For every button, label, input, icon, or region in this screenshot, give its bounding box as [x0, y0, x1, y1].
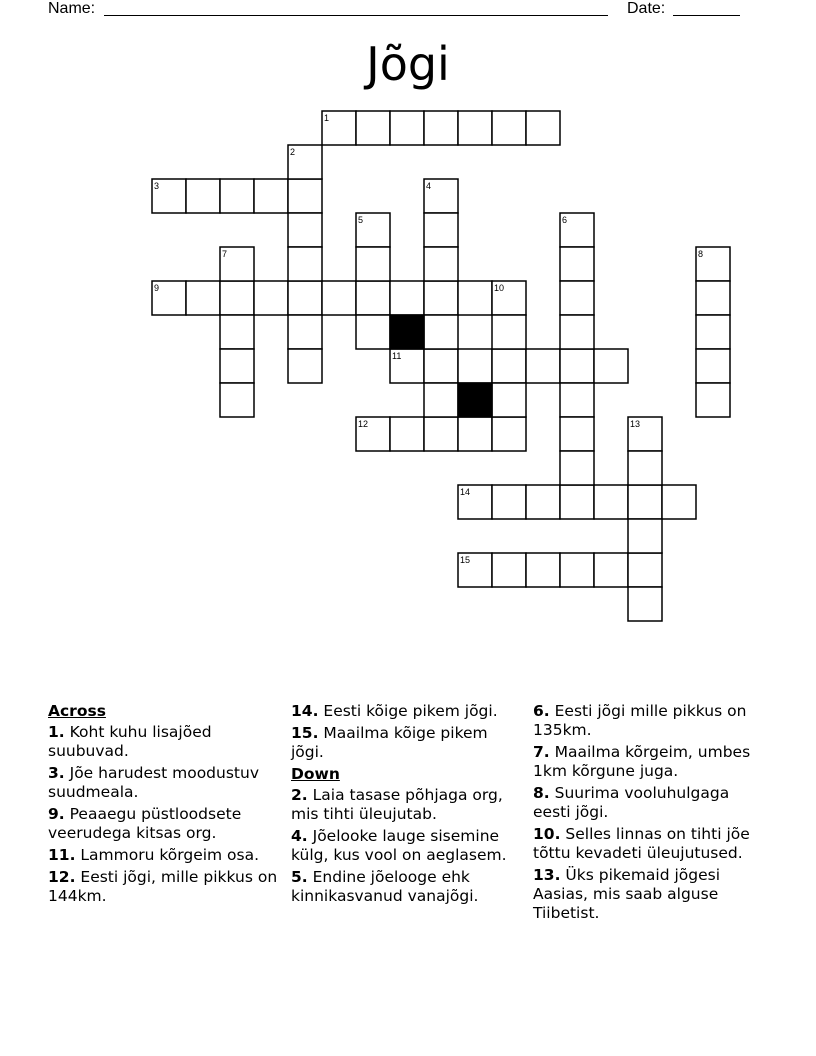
grid-cell[interactable] [560, 247, 594, 281]
grid-cell[interactable] [492, 553, 526, 587]
cell-number: 8 [698, 249, 704, 259]
clue-item [291, 702, 523, 721]
clue-item [48, 805, 280, 843]
cell-number: 2 [290, 147, 296, 157]
clue-number: 9. [48, 805, 65, 823]
grid-cell[interactable] [594, 553, 628, 587]
clue-text: Eesti kõige pikem jõgi. [323, 702, 498, 720]
grid-cell[interactable] [424, 111, 458, 145]
clue-item [48, 868, 280, 906]
clue-item [533, 784, 765, 822]
cell-number: 15 [460, 555, 471, 565]
grid-cell[interactable] [390, 417, 424, 451]
grid-block [390, 315, 424, 349]
name-label: Name: [48, 0, 96, 17]
grid-cell[interactable] [288, 179, 322, 213]
clue-number: 6. [533, 702, 550, 720]
page-title: Jõgi [366, 37, 450, 91]
grid-cell[interactable] [594, 349, 628, 383]
clue-number: 13. [533, 866, 561, 884]
grid-cell[interactable] [220, 315, 254, 349]
grid-cell[interactable] [526, 553, 560, 587]
grid-cell[interactable] [220, 281, 254, 315]
clue-text: Maailma kõige pikem jõgi. [291, 724, 488, 761]
clue-number: 7. [533, 743, 550, 761]
grid-cell[interactable] [458, 111, 492, 145]
clue-number: 1. [48, 723, 65, 741]
grid-cell[interactable] [220, 179, 254, 213]
grid-cell[interactable] [356, 281, 390, 315]
cell-number: 5 [358, 215, 364, 225]
grid-cell[interactable] [492, 349, 526, 383]
cell-number: 12 [358, 419, 369, 429]
clue-item [533, 702, 765, 740]
grid-cell[interactable] [628, 451, 662, 485]
clue-item [533, 866, 765, 923]
clue-number: 8. [533, 784, 550, 802]
grid-cell[interactable] [458, 349, 492, 383]
grid-cell[interactable] [526, 485, 560, 519]
grid-block [458, 383, 492, 417]
grid-cell[interactable] [288, 349, 322, 383]
cell-number: 3 [154, 181, 160, 191]
down-heading: Down [291, 765, 340, 783]
clue-number: 15. [291, 724, 319, 742]
clue-item [48, 764, 280, 802]
cell-number: 4 [426, 181, 432, 191]
clue-number: 4. [291, 827, 308, 845]
grid-cell[interactable] [492, 485, 526, 519]
clue-text: Eesti jõgi mille pikkus on 135km. [533, 702, 747, 739]
clue-list [48, 702, 768, 1002]
grid-cell[interactable] [628, 485, 662, 519]
across-heading: Across [48, 702, 106, 720]
clue-number: 11. [48, 846, 76, 864]
grid-cell[interactable] [560, 485, 594, 519]
clue-text: Lammoru kõrgeim osa. [80, 846, 260, 864]
grid-cell[interactable] [356, 315, 390, 349]
clue-item [291, 724, 523, 762]
clue-number: 3. [48, 764, 65, 782]
grid-cell[interactable] [594, 485, 628, 519]
grid-cell[interactable] [424, 281, 458, 315]
clue-text: Eesti jõgi, mille pikkus on 144km. [48, 868, 278, 905]
clue-text: Laia tasase põhjaga org, mis tihti üleujutab. [291, 786, 503, 823]
grid-cell[interactable] [288, 213, 322, 247]
clue-item [291, 868, 523, 906]
clue-item [533, 743, 765, 781]
clue-text: Jõelooke lauge sisemine külg, kus vool on aeglasem. [291, 827, 507, 864]
grid-cell[interactable] [628, 519, 662, 553]
grid-cell[interactable] [560, 383, 594, 417]
grid-cell[interactable] [186, 281, 220, 315]
clue-text: Endine jõelooge ehk kinnikasvanud vanajõgi. [291, 868, 479, 905]
grid-cell[interactable] [186, 179, 220, 213]
grid-cell[interactable] [424, 383, 458, 417]
clue-item [48, 846, 280, 865]
grid-cell[interactable] [220, 383, 254, 417]
clue-column-1 [48, 702, 280, 909]
grid-cell[interactable] [696, 383, 730, 417]
grid-cell[interactable] [356, 111, 390, 145]
grid-cell[interactable] [356, 247, 390, 281]
grid-cell[interactable] [628, 587, 662, 621]
grid-cell[interactable] [254, 179, 288, 213]
grid-cell[interactable] [628, 553, 662, 587]
cell-number: 1 [324, 113, 330, 123]
cell-number: 6 [562, 215, 568, 225]
grid-cell[interactable] [424, 213, 458, 247]
clue-column-2 [291, 702, 523, 909]
clue-number: 10. [533, 825, 561, 843]
grid-cell[interactable] [254, 281, 288, 315]
grid-cell[interactable] [662, 485, 696, 519]
clue-number: 14. [291, 702, 319, 720]
grid-cell[interactable] [424, 349, 458, 383]
grid-cell[interactable] [560, 315, 594, 349]
grid-cell[interactable] [288, 247, 322, 281]
grid-cell[interactable] [560, 451, 594, 485]
cell-number: 11 [392, 351, 402, 361]
clue-text: Selles linnas on tihti jõe tõttu kevadeti üleujutused. [533, 825, 750, 862]
cell-number: 13 [630, 419, 641, 429]
grid-cell[interactable] [492, 111, 526, 145]
grid-cell[interactable] [322, 281, 356, 315]
date-label: Date: [627, 0, 666, 17]
grid-cell[interactable] [492, 383, 526, 417]
clue-text: Maailma kõrgeim, umbes 1km kõrgune juga. [533, 743, 751, 780]
grid-cell[interactable] [492, 417, 526, 451]
grid-cell[interactable] [526, 349, 560, 383]
clue-text: Koht kuhu lisajõed suubuvad. [48, 723, 212, 760]
grid-cell[interactable] [696, 315, 730, 349]
clue-text: Peaaegu püstloodsete veerudega kitsas org. [48, 805, 242, 842]
clue-text: Jõe harudest moodustuv suudmeala. [48, 764, 259, 801]
grid-cell[interactable] [526, 111, 560, 145]
cell-number: 9 [154, 283, 160, 293]
grid-cell[interactable] [492, 315, 526, 349]
cell-number: 10 [494, 283, 505, 293]
clue-number: 5. [291, 868, 308, 886]
grid-cell[interactable] [390, 111, 424, 145]
grid-cell[interactable] [560, 417, 594, 451]
grid-cell[interactable] [696, 349, 730, 383]
grid-cell[interactable] [424, 417, 458, 451]
clue-number: 2. [291, 786, 308, 804]
clue-text: Üks pikemaid jõgesi Aasias, mis saab alguse Tiibetist. [533, 866, 721, 922]
grid-cell[interactable] [560, 281, 594, 315]
clue-item [48, 723, 280, 761]
grid-cell[interactable] [288, 281, 322, 315]
grid-cell[interactable] [424, 315, 458, 349]
grid-cell[interactable] [560, 553, 594, 587]
grid-cell[interactable] [288, 315, 322, 349]
clue-number: 12. [48, 868, 76, 886]
clue-text: Suurima vooluhulgaga eesti jõgi. [533, 784, 730, 821]
grid-cell[interactable] [220, 349, 254, 383]
grid-cell[interactable] [390, 281, 424, 315]
clue-item [291, 786, 523, 824]
clue-item [291, 827, 523, 865]
grid-cell[interactable] [696, 281, 730, 315]
grid-cell[interactable] [560, 349, 594, 383]
grid-cell[interactable] [424, 247, 458, 281]
grid-cell[interactable] [458, 417, 492, 451]
clue-item [533, 825, 765, 863]
grid-cell[interactable] [458, 281, 492, 315]
clue-column-3 [533, 702, 765, 926]
cell-number: 14 [460, 487, 471, 497]
cell-number: 7 [222, 249, 228, 259]
